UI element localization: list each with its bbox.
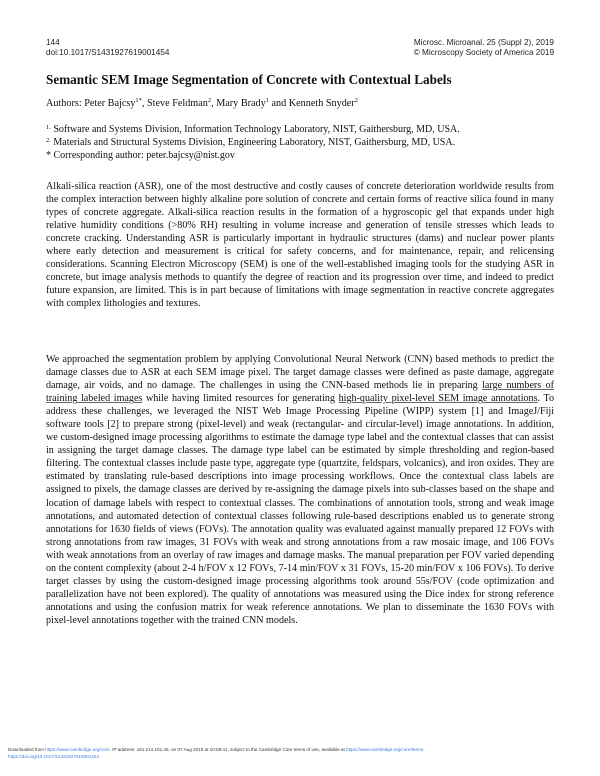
doi-link[interactable]: https://doi.org/10.1017/S1431927619001454 <box>8 753 99 759</box>
copyright: © Microscopy Society of America 2019 <box>413 48 554 57</box>
paper-title: Semantic SEM Image Segmentation of Concrete with Contextual Labels <box>46 72 452 87</box>
affiliation-mark: 1. <box>46 124 51 131</box>
corresponding-author: * Corresponding author: peter.bajcsy@nist.gov <box>46 150 235 161</box>
author-name: Steve Feldman <box>147 98 208 109</box>
journal-citation: Microsc. Microanal. 25 (Suppl 2), 2019 <box>413 38 554 47</box>
paragraph-text: . To address these challenges, we leveraged the NIST Web Image Processing Pipeline (WIPP) system [1] and ImageJ/Fiji software tools [2] to prepare strong (pixel-level) and weak (rectangular- and circular-level) image annotations. In addition, we custom-designed image processing algorithms to estimate the damage type label and the contextual classes that can assist in assigning the target damage classes. The damage type label can be estimated by simple thresholding and region-based filtering. The contextual classes include paste type, aggregate type (quartzite, feldspars, volcanics), and iron oxides. They are estimated by translating rule-based descriptions into image processing workflows. Once the contextual class labels are assigned to pixels, the damage classes are derived by re-assigning the damage pixels into sub-classes based on the shape and location of damage labels with respect to contextual classes. The combinations of annotation tools, strong and weak image annotations, and automated detection of contextual classes following rule-based descriptions enabled us to generate strong annotations for 1630 fields of views (FOVs). The annotation quality was evaluated against manually prepared 12 FOVs with strong annotations from raw images, 31 FOVs with weak and strong annotations from a raw mosaic image, and 106 FOVs with weak annotations from an overlay of raw images and damage masks. The manual preparation per FOV varied depending on the content complexity (about 2-4 h/FOV x 12 FOVs, 7-14 min/FOV x 31 FOVs, 15-20 min/FOV x 106 FOVs). To derive target classes by using the custom-designed image processing algorithms took around 55s/FOV (code optimization and parallelization have not been explored). The quality of annotations was measured using the Dice index for strong reference annotations and using the confusion matrix for weak reference annotations. We plan to disseminate the 1630 FOVs with pixel-level annotations together with the trained CNN models. <box>46 393 554 626</box>
author-affil-mark: 2 <box>207 97 212 104</box>
download-footer <box>8 747 424 760</box>
footer-line-2 <box>8 754 424 761</box>
author-name: Mary Brady <box>216 98 266 109</box>
author-name: Kenneth Snyder <box>288 98 355 109</box>
author-separator: , <box>211 98 217 109</box>
affiliations <box>46 123 460 162</box>
authors-prefix: Authors: <box>46 98 85 109</box>
author-affil-mark: 2 <box>354 97 358 104</box>
footer-text: Downloaded from <box>8 747 46 752</box>
affiliation-text: Materials and Structural Systems Division, Engineering Laboratory, NIST, Gaithersburg, MD, USA. <box>50 137 456 148</box>
body-paragraph-1: Alkali-silica reaction (ASR), one of the most destructive and costly causes of concrete deterioration worldwide results from the complex interaction between highly alkaline pore solution of concrete and certain forms of reactive silica found in many types of concrete aggregate. Alkali-silica reaction results in the formation of a hygroscopic gel that expands under high relative humidity conditions (>80% RH) resulting in volume increase and generation of tensile stresses which leads to concrete cracking. Understanding ASR is particularly important in hydraulic structures (dams) and nuclear power plants where early detection and measurement is critical for safety concerns, and for maintenance, repair, and relicensing considerations. Scanning Electron Microscopy (SEM) is one of the well-established imaging tools for the studying ASR in concrete, but image analysis methods to quantify the degree of reaction and its progression over time, and indeed to predict future expansion, are limited. This is in part because of limitations with image segmentation in reactive concrete aggregates with complex lithologies and textures. <box>46 181 554 310</box>
page-number: 144 <box>46 38 60 47</box>
author-separator: , <box>141 98 148 109</box>
footer-text: . IP address: 181.214.101.45, on 07 Aug 2019 at 10:08:41, subject to the Cambridge Core terms of use, available at <box>109 747 347 752</box>
cambridge-core-link[interactable]: https://www.cambridge.org/core <box>45 747 110 752</box>
paragraph-text: We approached the segmentation problem by applying Convolutional Neural Network (CNN) based methods to predict the damage classes due to ASR at each SEM image pixel. The target damage classes were defined as paste damage, aggregate damage, air voids, and no damage. The challenges in using the CNN-based methods lie in preparing <box>46 354 554 392</box>
affiliation-2 <box>46 136 460 149</box>
affiliation-mark: 2. <box>46 137 51 144</box>
doi: doi:10.1017/S1431927619001454 <box>46 48 170 57</box>
underlined-phrase: high-quality pixel-level SEM image annotations <box>338 393 538 405</box>
paragraph-text: while having limited resources for generating <box>142 393 339 405</box>
author-name: Peter Bajcsy <box>84 98 136 109</box>
terms-link[interactable]: https://www.cambridge.org/core/terms <box>346 747 424 752</box>
header-right <box>414 38 554 58</box>
author-affil-mark: 1 <box>265 97 269 104</box>
author-list <box>46 98 358 109</box>
author-affil-mark: 1* <box>135 97 142 104</box>
footer-text: . <box>423 747 425 752</box>
affiliation-text: Software and Systems Division, Information Technology Laboratory, NIST, Gaithersburg, MD, USA. <box>50 124 460 135</box>
author-separator: and <box>268 98 289 109</box>
affiliation-1 <box>46 123 460 136</box>
body-paragraph-2 <box>46 353 554 627</box>
underlined-phrase: large numbers of training labeled images <box>46 380 554 405</box>
header-left <box>46 38 169 58</box>
